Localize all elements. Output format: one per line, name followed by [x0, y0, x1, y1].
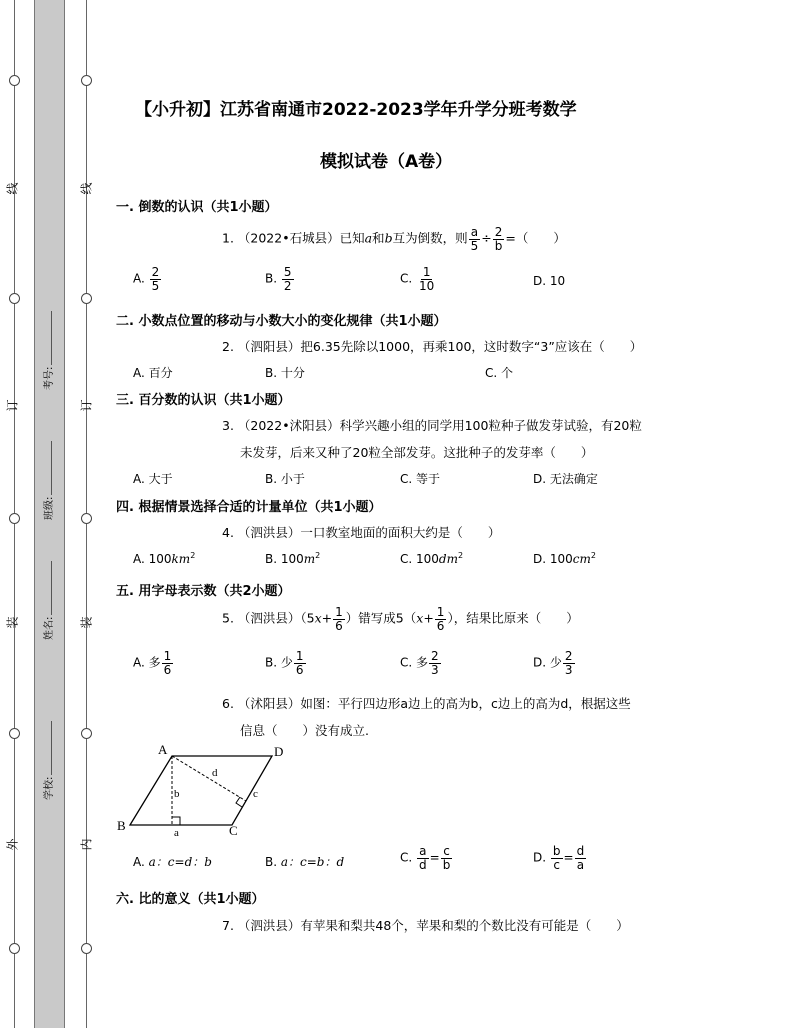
option-c[interactable]: C. 等于: [400, 472, 441, 486]
option-a[interactable]: A. $\frac{2}{5}$: [133, 265, 160, 293]
question-6-line1: 6. （沭阳县）如图：平行四边形a边上的高为b，c边上的高为d，根据这些: [222, 696, 631, 711]
question-3-line2: 未发芽，后来又种了20粒全部发芽。这批种子的发芽率（ ）: [240, 445, 594, 460]
label-b: b: [174, 788, 180, 800]
hole-circle: [9, 293, 20, 304]
hole-circle: [81, 293, 92, 304]
vertex-a: A: [158, 742, 168, 757]
option-d[interactable]: D. $\frac{b}{c}$ = $\frac{d}{a}$: [533, 844, 585, 872]
page-subtitle: 模拟试卷（A卷）: [320, 152, 453, 172]
option-d[interactable]: D. 少 $\frac{2}{3}$: [533, 649, 573, 677]
right-angle-mark: [172, 817, 180, 825]
section-heading: 五. 用字母表示数（共2小题）: [116, 584, 291, 599]
option-d[interactable]: D. $100cm^2$: [533, 551, 596, 566]
question-6-line2: 信息（ ）没有成立.: [240, 723, 369, 738]
section-heading: 二. 小数点位置的移动与小数大小的变化规律（共1小题）: [116, 314, 447, 329]
label-c: c: [253, 788, 258, 800]
hole-circle: [9, 75, 20, 86]
option-b[interactable]: B. 十分: [265, 366, 305, 380]
margin-char-outer: 外: [5, 838, 20, 851]
parallelogram-figure: [112, 740, 312, 840]
hole-circle: [81, 513, 92, 524]
height-d: [172, 756, 246, 801]
vertex-b: B: [117, 818, 126, 833]
margin-char-outer: 订: [5, 399, 20, 412]
option-b[interactable]: B. a：c=b：d: [265, 855, 345, 869]
option-b[interactable]: B. $100m^2$: [265, 551, 321, 566]
question-1: 1. （2022•石城县）已知a和b互为倒数，则 $\frac{a}{5}$ ÷ $\frac{2}{b}$ =（ ）: [222, 225, 566, 253]
option-a[interactable]: A. 百分: [133, 366, 173, 380]
hole-circle: [9, 943, 20, 954]
option-c[interactable]: C. $100dm^2$: [400, 551, 464, 566]
hole-circle: [81, 728, 92, 739]
option-b[interactable]: B. 少 $\frac{1}{6}$: [265, 649, 304, 677]
margin-char-inner: 订: [79, 399, 94, 412]
question-4: 4. （泗洪县）一口教室地面的面积大约是（ ）: [222, 525, 501, 540]
option-a[interactable]: A. 大于: [133, 472, 173, 486]
section-heading: 三. 百分数的认识（共1小题）: [116, 393, 291, 408]
option-a[interactable]: A. a：c=d：b: [133, 855, 212, 869]
class-field[interactable]: 班级:: [40, 441, 55, 520]
question-7: 7. （泗洪县）有苹果和梨共48个，苹果和梨的个数比没有可能是（ ）: [222, 918, 629, 933]
hole-circle: [81, 943, 92, 954]
option-c[interactable]: C. $\frac{1}{10}$: [400, 265, 435, 293]
section-heading: 四. 根据情景选择合适的计量单位（共1小题）: [116, 500, 382, 515]
vertex-d: D: [274, 744, 284, 759]
school-field[interactable]: 学校:: [40, 721, 55, 800]
option-b[interactable]: B. $\frac{5}{2}$: [265, 265, 292, 293]
hole-circle: [9, 728, 20, 739]
section-heading: 六. 比的意义（共1小题）: [116, 892, 265, 907]
option-c[interactable]: C. $\frac{a}{d}$ = $\frac{c}{b}$: [400, 844, 451, 872]
page-title: 【小升初】江苏省南通市2022-2023学年升学分班考数学: [135, 100, 577, 120]
question-3-line1: 3. （2022•沭阳县）科学兴趣小组的同学用100粒种子做发芽试验，有20粒: [222, 418, 642, 433]
option-c[interactable]: C. 个: [485, 366, 514, 380]
option-a[interactable]: A. $100km^2$: [133, 551, 196, 566]
label-a: a: [174, 827, 179, 839]
option-b[interactable]: B. 小于: [265, 472, 305, 486]
parallelogram-shape: [130, 756, 272, 825]
label-d: d: [212, 767, 218, 779]
option-c[interactable]: C. 多 $\frac{2}{3}$: [400, 649, 439, 677]
name-field[interactable]: 姓名:: [40, 561, 55, 640]
option-a[interactable]: A. 多 $\frac{1}{6}$: [133, 649, 172, 677]
margin-char-inner: 内: [79, 838, 94, 851]
option-d[interactable]: D. 无法确定: [533, 472, 598, 486]
margin-char-outer: 线: [5, 182, 20, 195]
margin-char-outer: 装: [5, 616, 20, 629]
hole-circle: [81, 75, 92, 86]
option-d[interactable]: D. 10: [533, 274, 566, 288]
question-2: 2. （泗阳县）把6.35先除以1000，再乘100，这时数字“3”应该在（ ）: [222, 339, 643, 354]
margin-char-inner: 线: [79, 182, 94, 195]
hole-circle: [9, 513, 20, 524]
margin-char-inner: 装: [79, 616, 94, 629]
vertex-c: C: [229, 823, 238, 838]
section-heading: 一. 倒数的认识（共1小题）: [116, 200, 278, 215]
exam-number-field[interactable]: 考号:: [40, 311, 55, 390]
question-5: 5. （泗洪县）（5x+ $\frac{1}{6}$ ）错写成5（x+ $\frac{1}{6}$ ），结果比原来（ ）: [222, 605, 579, 633]
